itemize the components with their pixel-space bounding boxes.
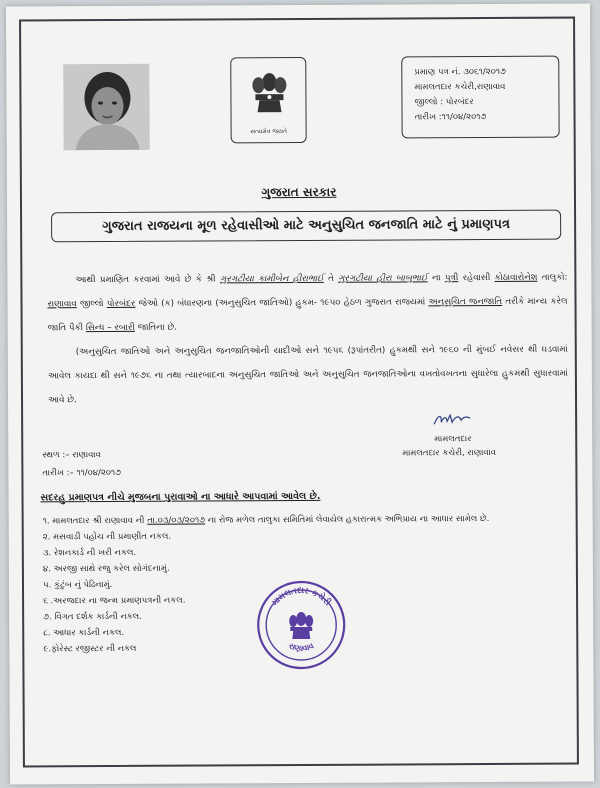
signature-icon (432, 410, 472, 430)
place-date-block (42, 446, 121, 482)
list-item: ૭. વિગત દર્શક કાર્ડની નકલ. (43, 611, 142, 623)
list-item: ૬ .અરજદાર ના જન્મ પ્રમાણપત્રની નકલ. (43, 595, 186, 607)
issuing-office: મામલતદાર કચેરી,રાણાવાવ (414, 81, 506, 93)
text-fragment: તરીકે માન્ય કરેલ જાતિ પૈકી (47, 296, 568, 334)
list-item: ૩. રેશનકાર્ડ ની ખરી નકલ. (42, 547, 137, 559)
caste-name: સિન્ધ – રબારી (85, 322, 135, 334)
text-fragment: તે (328, 273, 334, 284)
officer-block (402, 432, 496, 460)
issue-date: તારીખ :૧૧/૦૪/૨૦૧૭ (414, 112, 487, 123)
text-fragment: ના રોજ મળેલ તાલુકા સમિતિમાં લેવાયેલ હકારાત્મક અભિપ્રાય ના આધાર સામેલ છે. (207, 514, 490, 526)
portrait-image (63, 64, 149, 150)
officer-designation: મામલતદાર (434, 434, 472, 445)
village-name: કોઠાવારોનેશ (494, 272, 538, 283)
stamp-top-text: મામલતદાર કચેરી (269, 585, 333, 609)
parent-name: ગુરગટીયા હીરા બાબુભાઈ (338, 273, 428, 284)
list-item: ૮. આધાર કાર્ડની નકલ. (43, 627, 125, 639)
certificate-number: પ્રમાણ પત્ર નં. ૩૦૬૧/૨૦૧૭ (414, 66, 506, 78)
government-heading: ગુજરાત સરકાર (261, 184, 337, 200)
text-fragment: તાલુકો: (541, 272, 568, 283)
committee-date: તા.૦૩/૦૩/૨૦૧૭ (147, 515, 206, 526)
text-fragment: ૧. મામલતદાર શ્રી રાણાવાવ ની (42, 515, 145, 527)
list-item: ૯.ફોરેસ્ટ રજીસ્ટર ની નકલ (43, 643, 137, 655)
text-fragment: આથી પ્રમાણિત કરવામાં આવે છે કે શ્રી (75, 274, 216, 286)
certificate-title: ગુજરાત રાજયના મૂળ રહેવાસીઓ માટે અનુસુચિત જનજાતિ માટે નું પ્રમાણપત્ર (51, 210, 561, 243)
text-fragment: રહેવાસી (462, 273, 491, 284)
taluka-name: રાણાવાવ (47, 299, 77, 310)
certificate-page (6, 3, 594, 784)
officer-office: મામલતદાર કચેરી, રાણાવાવ (402, 447, 497, 459)
list-item: ૫. કુંટુંબ નું પેઢિનામું. (42, 579, 113, 591)
relation: પુત્રી (444, 273, 459, 284)
place-line: સ્થળ :– રાણાવાવ (42, 450, 101, 461)
tribe-category: અનુસુચિત જનજાતિ (428, 296, 503, 308)
list-item (43, 512, 513, 529)
holder-name: ગુરગટીયા કામીબેન હીરાભાઈ (219, 273, 324, 285)
text-fragment: ના (431, 273, 441, 284)
stamp-emblem-icon (289, 612, 313, 639)
date-line: તારીખ :– ૧૧/૦૪/૨૦૧૭ (42, 467, 122, 479)
list-item: ૨. મસવાડી પહોંચ ની પ્રમાણીત નકલ. (42, 531, 172, 543)
emblem-motto: સત્યમેવ જયતે (250, 128, 288, 136)
issuing-district: જીલ્લો : પોરબંદર (414, 97, 474, 108)
district-name: પોરબંદર (106, 298, 136, 310)
text-fragment: જીલ્લો (79, 299, 104, 310)
documents-heading: સદરહુ પ્રમાણપત્ર નીચે મુજબના પુરાવાઓ ના આધારે આપવામાં આવેલ છે. (40, 490, 321, 504)
legal-basis-paragraph: (અનુસુચિત જાતિઓ અને અનુસુચિત જનજાતિઓની યાદીઓ સને ૧૯૫૬ (રૂપાંતરીત) હુકમથી સને ૧૯૬૦ ની મુંબઈ નવેસર થી ઘડવામાં આવેલ કાયદા થી સને ૧૯૭૬ ના તથા ત્યારબાદના અનુસુચિત જાતિઓ અને અનુસુચિત જનજાતિઓના વખતોવખતના સુધારેલા હુકમથી સુધારવામાં આવે છે. (47, 344, 568, 406)
certification-paragraph (47, 266, 567, 341)
office-stamp (255, 579, 347, 671)
text-fragment: જેઓ (ક) બંધારણના (અનુસુચિત જાતિઓ) હુકમ- ૧૯૫૦ હેઠળ ગુજરાત રાજયમાં (138, 297, 426, 309)
holder-photo (63, 64, 149, 150)
list-item: ૪. અરજી સાથે રજુ કરેલ સોગંદનામું. (42, 563, 170, 575)
stamp-bottom-text: રાણાવાવ (287, 641, 316, 654)
state-emblem (230, 57, 306, 143)
lion-capital-icon (231, 58, 307, 128)
certificate-body (47, 266, 568, 413)
text-fragment: જાતિના છે. (137, 322, 178, 333)
certificate-info-box (401, 56, 559, 139)
